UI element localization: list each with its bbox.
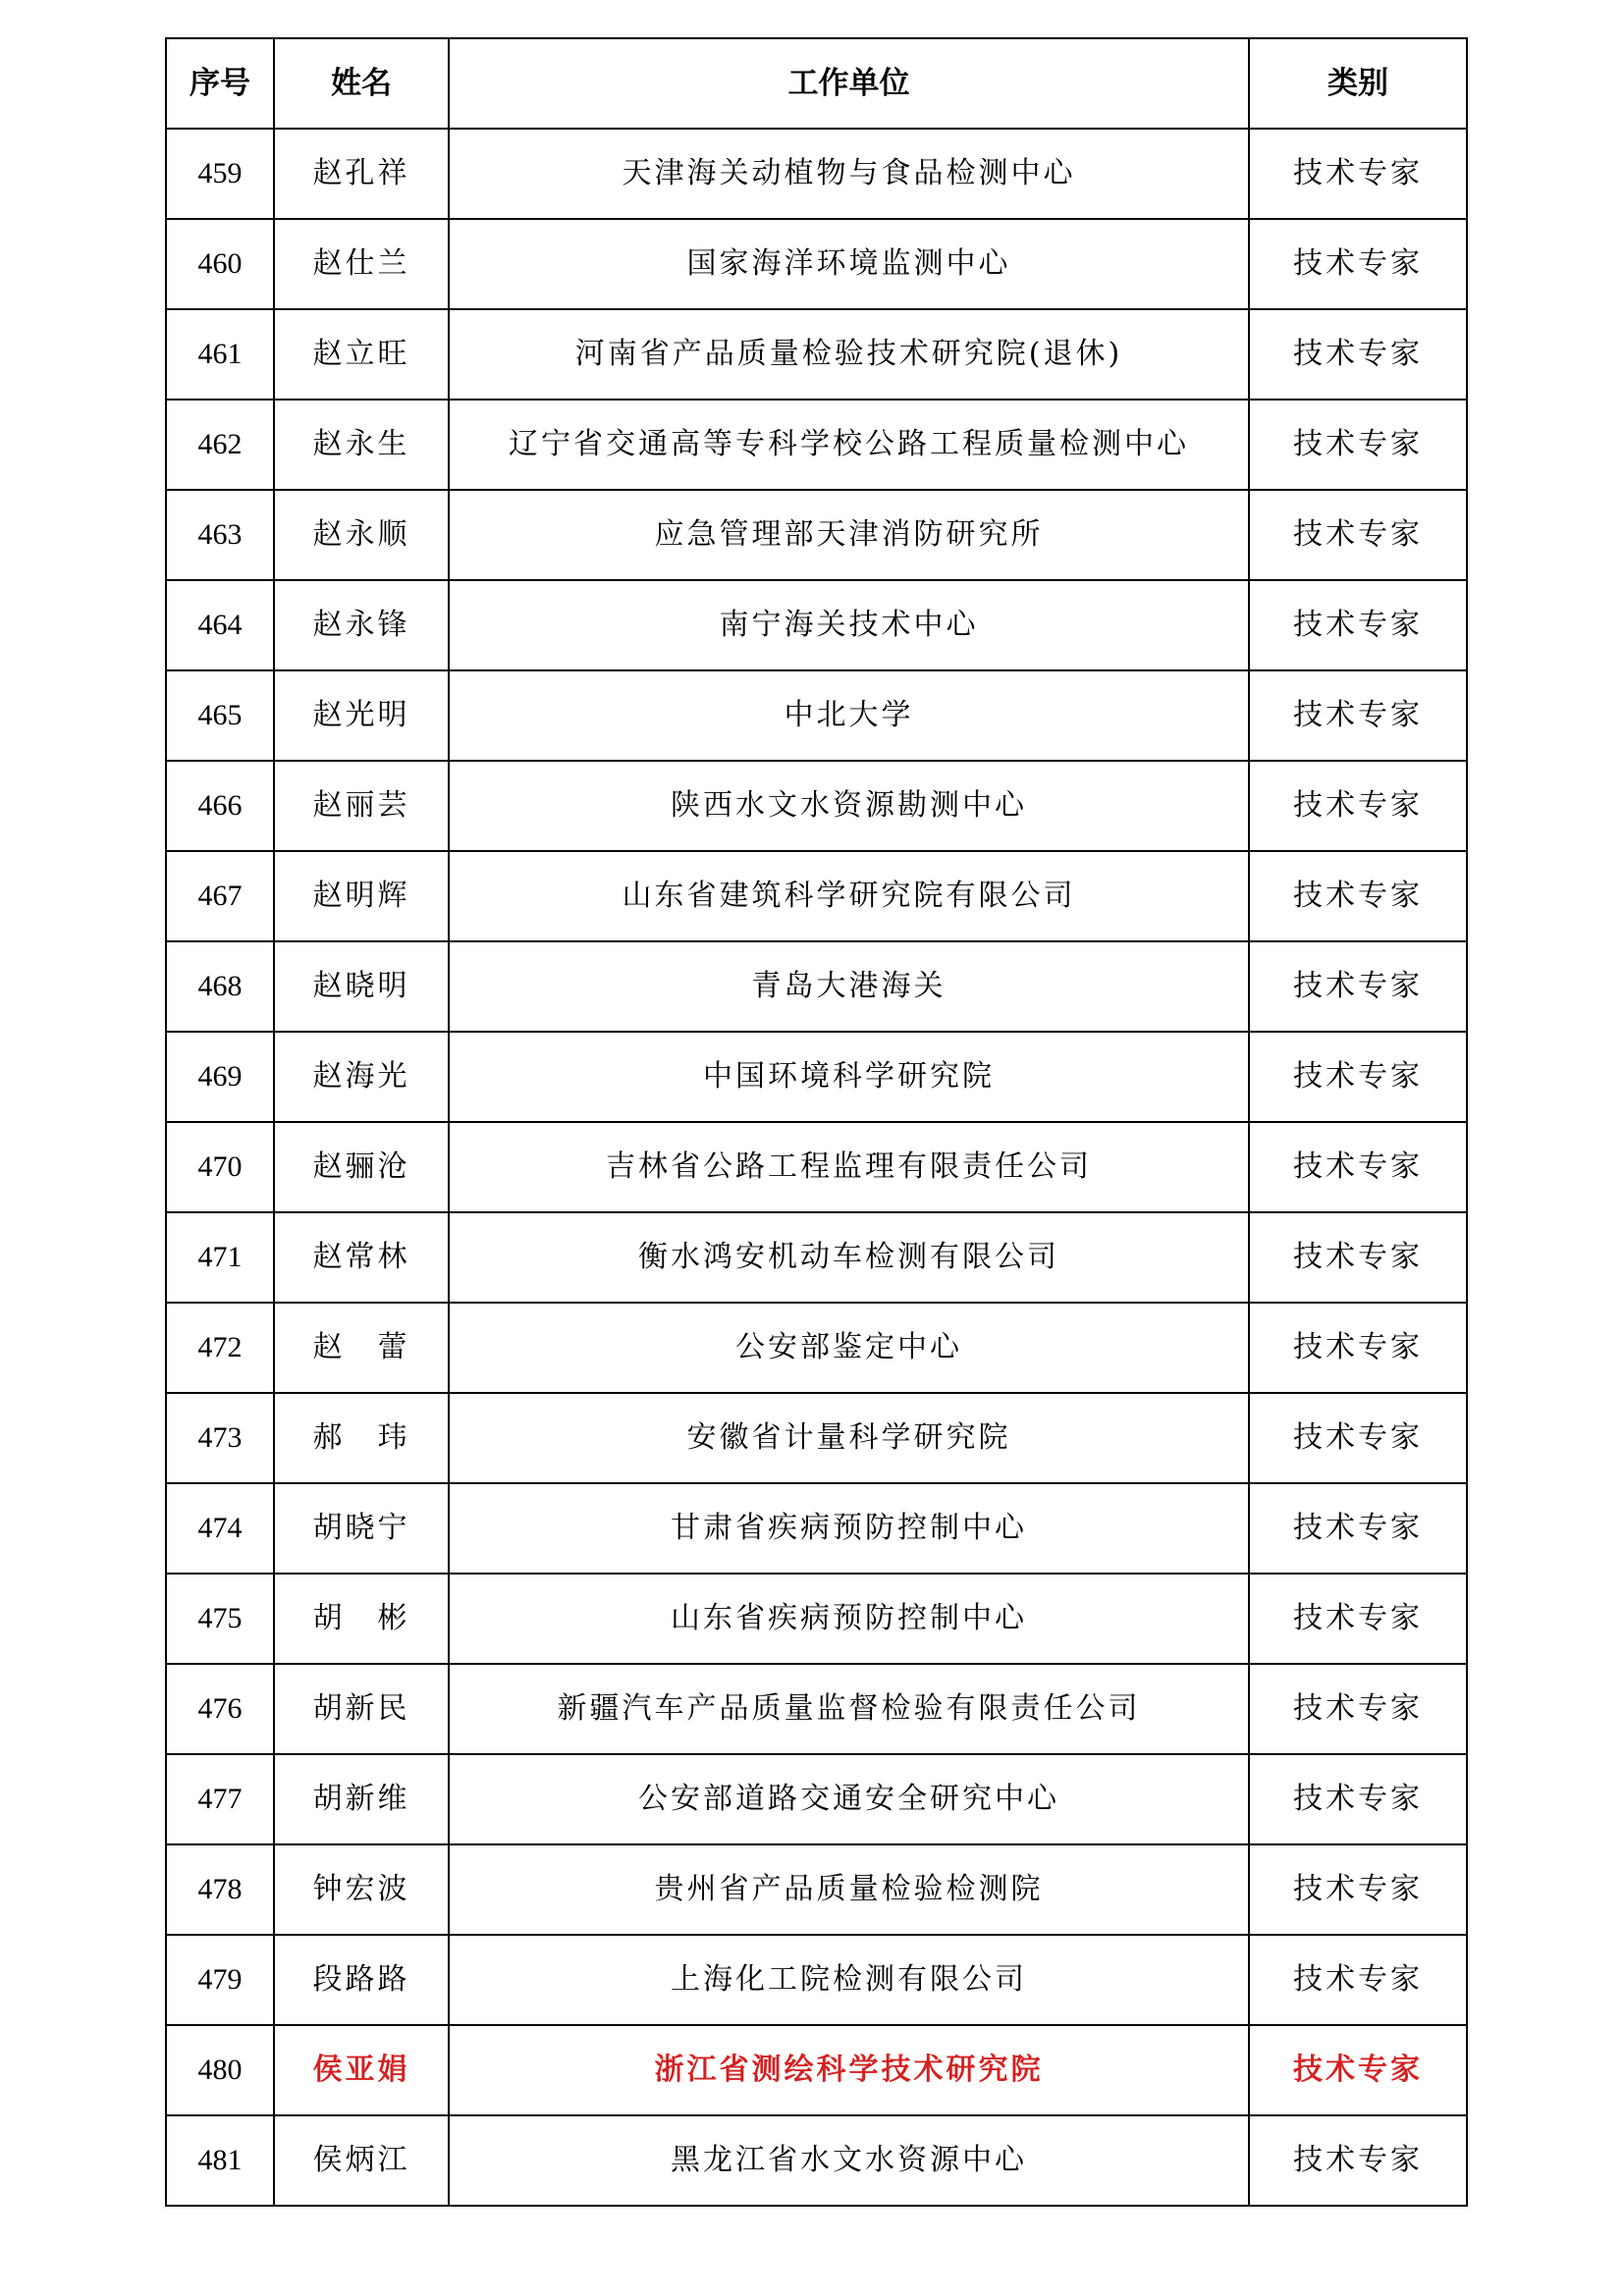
cell-category: 技术专家 (1249, 2115, 1467, 2206)
cell-serial-number: 468 (166, 941, 274, 1032)
cell-work-unit: 新疆汽车产品质量监督检验有限责任公司 (449, 1664, 1249, 1754)
cell-work-unit: 天津海关动植物与食品检测中心 (449, 129, 1249, 219)
header-row (166, 38, 1467, 129)
table-row (166, 1664, 1467, 1754)
cell-category: 技术专家 (1249, 1574, 1467, 1664)
cell-serial-number: 462 (166, 400, 274, 490)
cell-work-unit: 黑龙江省水文水资源中心 (449, 2115, 1249, 2206)
table-row (166, 490, 1467, 580)
cell-name: 侯亚娟 (274, 2025, 449, 2115)
cell-name: 赵明辉 (274, 851, 449, 941)
cell-work-unit: 中北大学 (449, 670, 1249, 761)
table-row (166, 1574, 1467, 1664)
cell-serial-number: 472 (166, 1303, 274, 1393)
cell-name: 胡新民 (274, 1664, 449, 1754)
table-row (166, 129, 1467, 219)
cell-serial-number: 477 (166, 1754, 274, 1844)
cell-category: 技术专家 (1249, 670, 1467, 761)
table-row (166, 1032, 1467, 1122)
cell-work-unit: 河南省产品质量检验技术研究院(退休) (449, 309, 1249, 400)
cell-serial-number: 459 (166, 129, 274, 219)
table-body (166, 129, 1467, 2206)
cell-category: 技术专家 (1249, 219, 1467, 309)
cell-serial-number: 479 (166, 1935, 274, 2025)
table-row (166, 851, 1467, 941)
cell-category: 技术专家 (1249, 1483, 1467, 1574)
cell-category: 技术专家 (1249, 1664, 1467, 1754)
cell-work-unit: 中国环境科学研究院 (449, 1032, 1249, 1122)
cell-category: 技术专家 (1249, 580, 1467, 670)
cell-serial-number: 474 (166, 1483, 274, 1574)
cell-name: 赵丽芸 (274, 761, 449, 851)
cell-name: 赵永生 (274, 400, 449, 490)
cell-name: 赵永顺 (274, 490, 449, 580)
cell-name: 赵骊沧 (274, 1122, 449, 1212)
cell-work-unit: 衡水鸿安机动车检测有限公司 (449, 1212, 1249, 1303)
cell-work-unit: 浙江省测绘科学技术研究院 (449, 2025, 1249, 2115)
cell-serial-number: 476 (166, 1664, 274, 1754)
cell-name: 段路路 (274, 1935, 449, 2025)
cell-work-unit: 安徽省计量科学研究院 (449, 1393, 1249, 1483)
cell-category: 技术专家 (1249, 1032, 1467, 1122)
cell-name: 钟宏波 (274, 1844, 449, 1935)
header-work-unit: 工作单位 (449, 38, 1249, 129)
cell-work-unit: 陕西水文水资源勘测中心 (449, 761, 1249, 851)
cell-category: 技术专家 (1249, 1303, 1467, 1393)
cell-serial-number: 464 (166, 580, 274, 670)
cell-serial-number: 469 (166, 1032, 274, 1122)
cell-work-unit: 山东省疾病预防控制中心 (449, 1574, 1249, 1664)
cell-serial-number: 466 (166, 761, 274, 851)
cell-name: 赵孔祥 (274, 129, 449, 219)
table-row (166, 309, 1467, 400)
cell-category: 技术专家 (1249, 1754, 1467, 1844)
table-row (166, 400, 1467, 490)
expert-roster-table (165, 37, 1468, 2207)
cell-category: 技术专家 (1249, 1844, 1467, 1935)
table-row (166, 761, 1467, 851)
cell-work-unit: 南宁海关技术中心 (449, 580, 1249, 670)
cell-work-unit: 贵州省产品质量检验检测院 (449, 1844, 1249, 1935)
cell-category: 技术专家 (1249, 129, 1467, 219)
cell-category: 技术专家 (1249, 490, 1467, 580)
cell-name: 胡新维 (274, 1754, 449, 1844)
cell-category: 技术专家 (1249, 1935, 1467, 2025)
cell-name: 胡 彬 (274, 1574, 449, 1664)
table-row (166, 1935, 1467, 2025)
cell-name: 侯炳江 (274, 2115, 449, 2206)
cell-serial-number: 463 (166, 490, 274, 580)
header-name: 姓名 (274, 38, 449, 129)
table-row (166, 670, 1467, 761)
table-row (166, 1212, 1467, 1303)
cell-category: 技术专家 (1249, 400, 1467, 490)
table-row (166, 2025, 1467, 2115)
cell-work-unit: 公安部道路交通安全研究中心 (449, 1754, 1249, 1844)
cell-category: 技术专家 (1249, 1393, 1467, 1483)
cell-category: 技术专家 (1249, 941, 1467, 1032)
cell-name: 赵光明 (274, 670, 449, 761)
cell-category: 技术专家 (1249, 1212, 1467, 1303)
table-row (166, 1483, 1467, 1574)
table-row (166, 1303, 1467, 1393)
cell-work-unit: 青岛大港海关 (449, 941, 1249, 1032)
cell-name: 赵立旺 (274, 309, 449, 400)
table-row (166, 1754, 1467, 1844)
cell-serial-number: 481 (166, 2115, 274, 2206)
cell-serial-number: 480 (166, 2025, 274, 2115)
cell-name: 赵 蕾 (274, 1303, 449, 1393)
cell-work-unit: 辽宁省交通高等专科学校公路工程质量检测中心 (449, 400, 1249, 490)
cell-serial-number: 461 (166, 309, 274, 400)
header-serial-number: 序号 (166, 38, 274, 129)
cell-work-unit: 公安部鉴定中心 (449, 1303, 1249, 1393)
table-header (166, 38, 1467, 129)
cell-work-unit: 上海化工院检测有限公司 (449, 1935, 1249, 2025)
cell-serial-number: 471 (166, 1212, 274, 1303)
cell-serial-number: 460 (166, 219, 274, 309)
header-category: 类别 (1249, 38, 1467, 129)
cell-name: 胡晓宁 (274, 1483, 449, 1574)
cell-category: 技术专家 (1249, 309, 1467, 400)
table-row (166, 219, 1467, 309)
cell-serial-number: 470 (166, 1122, 274, 1212)
table-row (166, 580, 1467, 670)
cell-serial-number: 473 (166, 1393, 274, 1483)
cell-name: 赵海光 (274, 1032, 449, 1122)
table-row (166, 1844, 1467, 1935)
table-row (166, 941, 1467, 1032)
table-row (166, 1122, 1467, 1212)
cell-name: 赵晓明 (274, 941, 449, 1032)
table-row (166, 2115, 1467, 2206)
cell-serial-number: 467 (166, 851, 274, 941)
cell-work-unit: 甘肃省疾病预防控制中心 (449, 1483, 1249, 1574)
table-row (166, 1393, 1467, 1483)
cell-name: 赵常林 (274, 1212, 449, 1303)
cell-serial-number: 478 (166, 1844, 274, 1935)
cell-work-unit: 国家海洋环境监测中心 (449, 219, 1249, 309)
cell-work-unit: 山东省建筑科学研究院有限公司 (449, 851, 1249, 941)
cell-category: 技术专家 (1249, 851, 1467, 941)
cell-name: 赵永锋 (274, 580, 449, 670)
cell-work-unit: 应急管理部天津消防研究所 (449, 490, 1249, 580)
cell-name: 赵仕兰 (274, 219, 449, 309)
cell-category: 技术专家 (1249, 2025, 1467, 2115)
cell-category: 技术专家 (1249, 1122, 1467, 1212)
cell-serial-number: 465 (166, 670, 274, 761)
cell-work-unit: 吉林省公路工程监理有限责任公司 (449, 1122, 1249, 1212)
cell-serial-number: 475 (166, 1574, 274, 1664)
cell-category: 技术专家 (1249, 761, 1467, 851)
cell-name: 郝 玮 (274, 1393, 449, 1483)
